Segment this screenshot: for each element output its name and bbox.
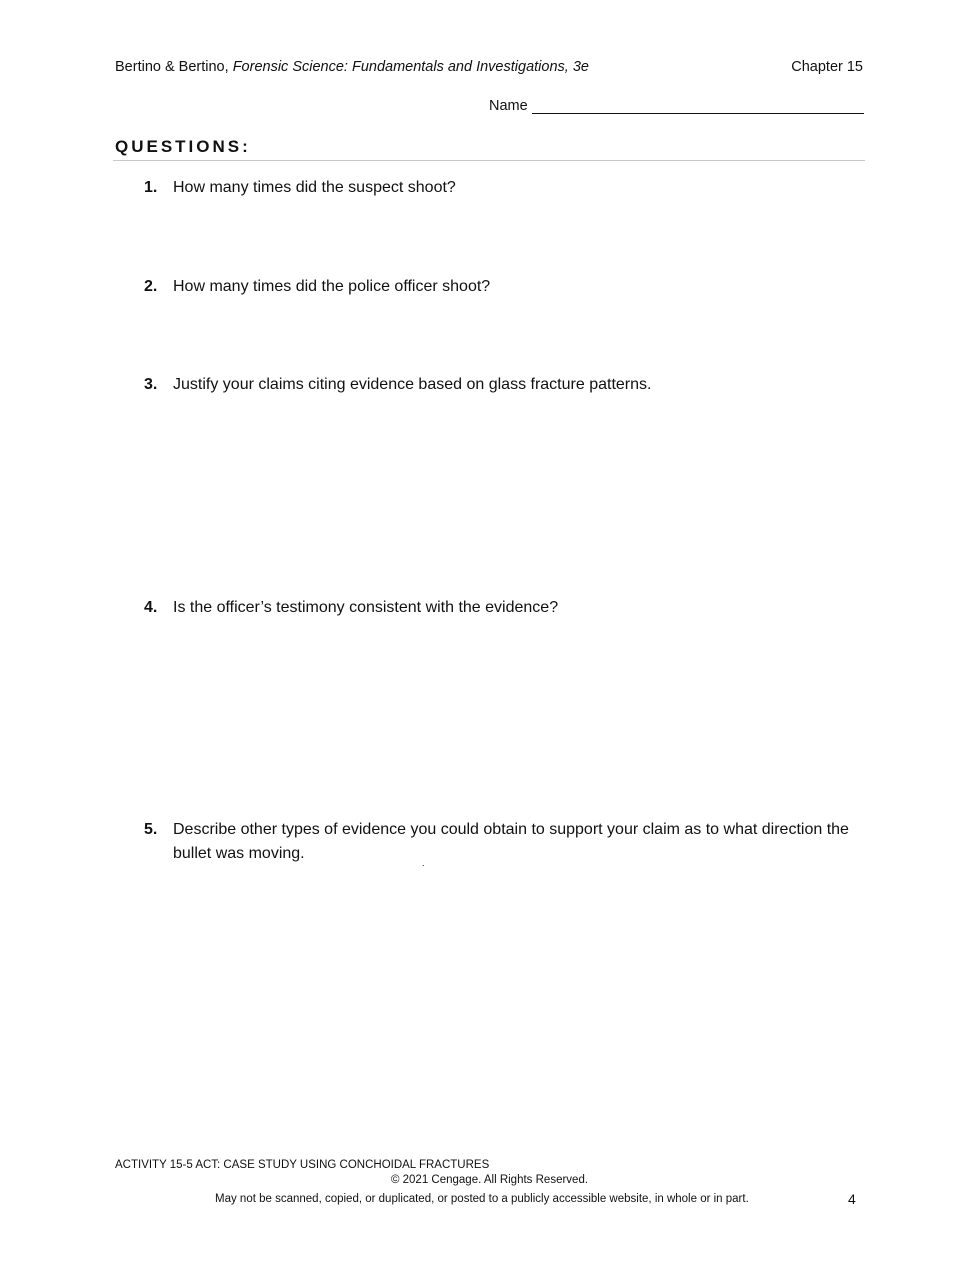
question-item <box>144 275 869 299</box>
questions-heading: QUESTIONS: <box>115 137 251 156</box>
header-book-title: Forensic Science: Fundamentals and Investigations, 3e <box>232 59 589 75</box>
stray-mark: . <box>422 858 425 868</box>
name-field[interactable] <box>532 98 864 114</box>
footer-notice: May not be scanned, copied, or duplicated, or posted to a publicly accessible website, in whole or in part. <box>215 1193 749 1205</box>
question-number: 1. <box>144 179 158 196</box>
header-chapter: Chapter 15 <box>791 59 863 75</box>
header-authors: Bertino & Bertino, <box>115 59 229 75</box>
footer-copyright: © 2021 Cengage. All Rights Reserved. <box>390 1174 589 1186</box>
name-label: Name <box>489 98 528 114</box>
question-item <box>144 176 869 200</box>
question-text: How many times did the suspect shoot? <box>173 179 456 196</box>
heading-divider <box>113 160 865 161</box>
question-text: Describe other types of evidence you could obtain to support your claim as to what direction the bullet was moving. <box>173 821 849 862</box>
question-number: 2. <box>144 278 158 295</box>
name-field-row <box>489 98 864 114</box>
question-text: Is the officer’s testimony consistent with the evidence? <box>173 599 559 616</box>
question-item <box>144 596 869 620</box>
footer-activity-title: ACTIVITY 15-5 ACT: CASE STUDY USING CONCHOIDAL FRACTURES <box>115 1159 490 1171</box>
question-text: How many times did the police officer shoot? <box>173 278 491 295</box>
page-number: 4 <box>848 1191 856 1207</box>
question-item <box>144 818 869 866</box>
running-header <box>115 59 589 75</box>
question-number: 4. <box>144 599 158 616</box>
question-text: Justify your claims citing evidence based on glass fracture patterns. <box>173 376 652 393</box>
question-number: 5. <box>144 821 158 838</box>
question-number: 3. <box>144 376 158 393</box>
question-item <box>144 373 869 397</box>
